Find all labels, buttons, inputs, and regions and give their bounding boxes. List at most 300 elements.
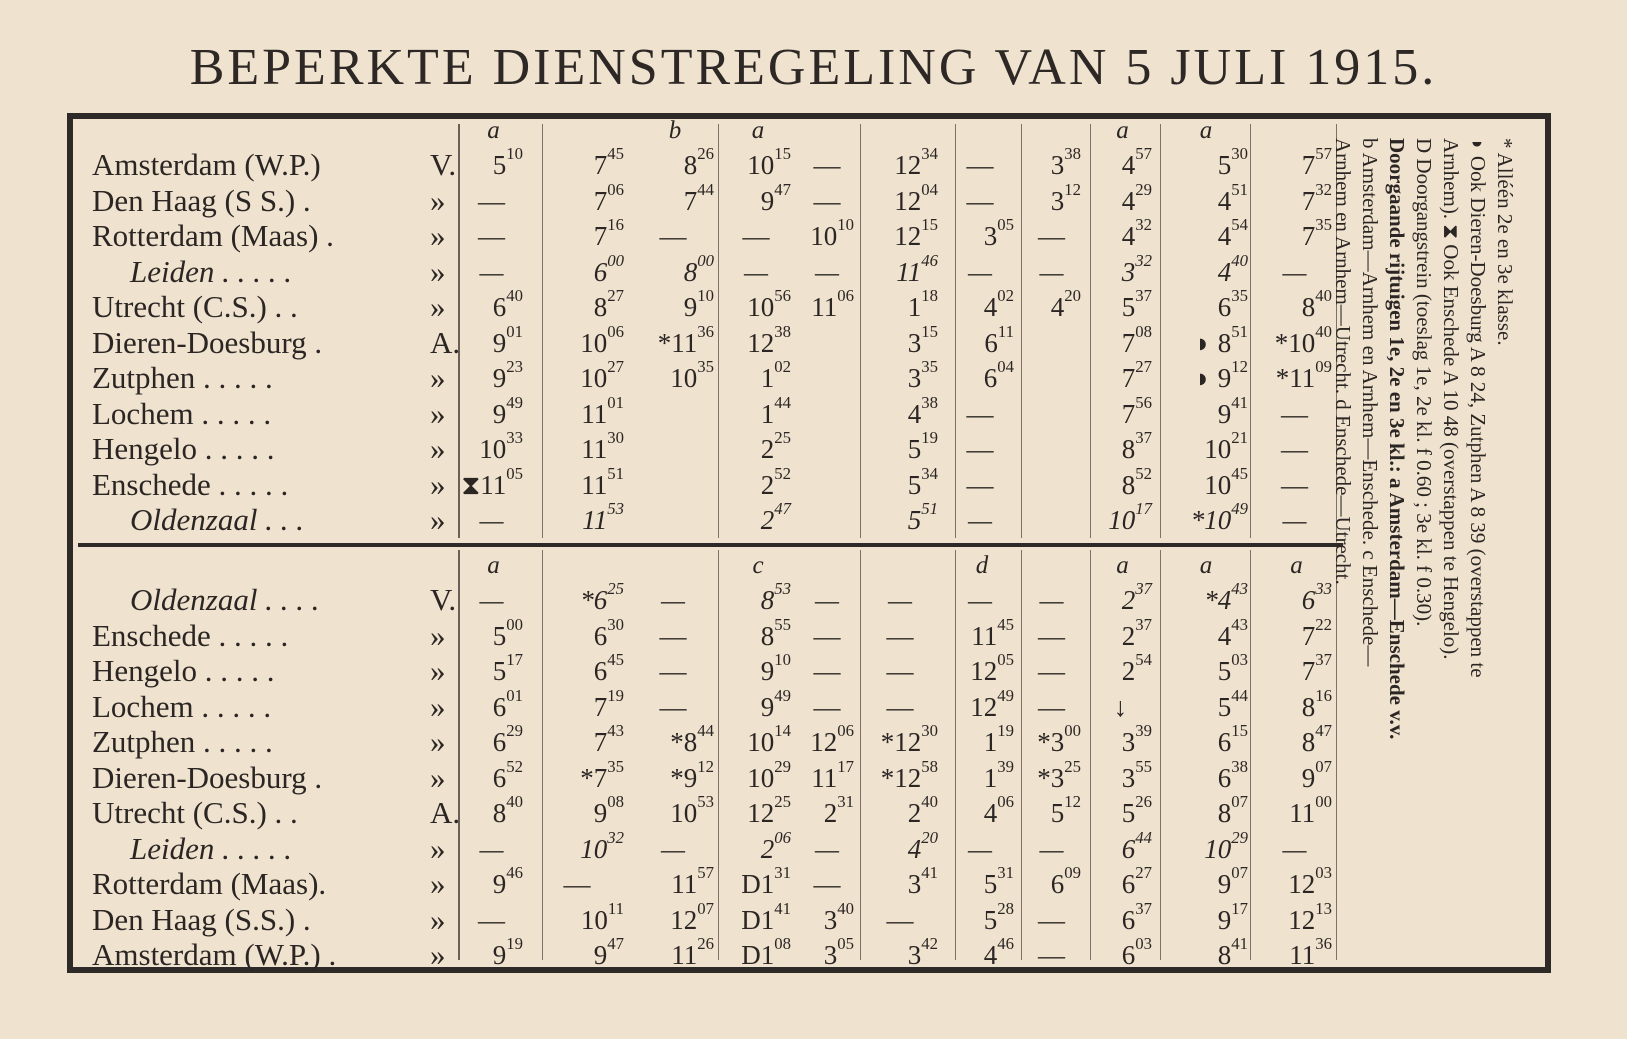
time-cell: — bbox=[813, 656, 841, 686]
time-cell: — bbox=[967, 585, 992, 615]
station-name bbox=[92, 901, 446, 937]
time-cell: — bbox=[813, 185, 841, 216]
time-cell: $12^{25}$ bbox=[747, 792, 791, 828]
arrival-departure-mark: » bbox=[430, 182, 446, 218]
time-cell: $11^{06}$ bbox=[811, 286, 854, 322]
station-label: Utrecht (C.S.) . . bbox=[92, 795, 298, 830]
time-cell: $9^{49}$ bbox=[492, 392, 523, 429]
time-cell: $8^{53}$ bbox=[760, 579, 791, 615]
time-cell: $5^{03}$ bbox=[1217, 650, 1248, 686]
time-cell: $10^{11}$ bbox=[580, 898, 624, 935]
time-cell: $9^{41}$ bbox=[1217, 392, 1248, 429]
time-cell: $6^{30}$ bbox=[593, 614, 624, 651]
time-cell: $9^{47}$ bbox=[760, 179, 791, 216]
time-cell: $2^{40}$ bbox=[907, 792, 938, 828]
time-cell: — bbox=[967, 505, 992, 535]
time-cell: $6^{27}$ bbox=[1121, 863, 1152, 899]
train-note-letter: a bbox=[487, 552, 500, 579]
time-cell: $6^{04}$ bbox=[983, 357, 1014, 393]
time-cell: $3^{35}$ bbox=[907, 357, 938, 393]
legend-line: Doorgaande rijtuigen 1e, 2e en 3e kl.: a Amsterdam—Enschede v.v. bbox=[1385, 138, 1409, 740]
station-label: Amsterdam (W.P.) bbox=[92, 147, 321, 182]
time-cell: $6^{09}$ bbox=[1050, 863, 1081, 899]
station-label: Hengelo . . . . . bbox=[92, 431, 275, 466]
time-cell: — bbox=[813, 620, 841, 651]
station-name bbox=[92, 466, 446, 502]
legend-line: ◗ Ook Dieren-Doesburg A 8 24, Zutphen A 8 39 (overstappen te bbox=[1466, 138, 1490, 678]
time-cell: — bbox=[814, 833, 839, 864]
arrival-departure-mark: » bbox=[430, 502, 446, 537]
station-name bbox=[92, 395, 446, 431]
arrival-departure-mark: A. bbox=[430, 795, 461, 830]
time-cell: $7^{56}$ bbox=[1121, 392, 1152, 429]
time-cell: — bbox=[1038, 691, 1065, 722]
arrival-departure-mark: » bbox=[430, 688, 446, 724]
station-name bbox=[92, 724, 446, 759]
station-name bbox=[92, 431, 446, 466]
time-cell: $5^{10}$ bbox=[492, 144, 523, 180]
time-cell: $4^{54}$ bbox=[1217, 215, 1248, 251]
time-cell: $1^{44}$ bbox=[760, 392, 791, 429]
section-divider bbox=[78, 543, 1343, 547]
time-cell: $4^{51}$ bbox=[1217, 179, 1248, 216]
time-cell: $4^{02}$ bbox=[983, 286, 1014, 322]
time-cell: — bbox=[886, 656, 914, 686]
time-cell: — bbox=[563, 869, 591, 899]
time-cell: — bbox=[479, 833, 504, 864]
train-note-letter: a bbox=[1199, 117, 1213, 144]
time-cell: $3^{42}$ bbox=[907, 934, 938, 970]
time-cell: $8^{27}$ bbox=[593, 286, 624, 322]
time-cell: $6^{29}$ bbox=[492, 721, 523, 757]
time-cell: ◗ $9^{12}$ bbox=[1194, 357, 1248, 393]
time-cell: $4^{57}$ bbox=[1121, 144, 1152, 180]
time-cell: — bbox=[1038, 620, 1065, 651]
time-cell: — bbox=[814, 585, 839, 615]
station-label: Dieren-Doesburg . bbox=[92, 324, 323, 360]
time-cell: $12^{06}$ bbox=[810, 721, 854, 757]
legend-panel bbox=[1331, 138, 1518, 958]
station-name bbox=[92, 937, 446, 972]
time-cell: $6^{52}$ bbox=[492, 756, 523, 793]
time-cell: $D1^{41}$ bbox=[741, 898, 791, 935]
time-cell: $5^{12}$ bbox=[1050, 792, 1081, 828]
arrival-departure-mark: » bbox=[430, 759, 446, 795]
arrival-departure-mark: V. bbox=[430, 582, 457, 617]
time-cell: $10^{53}$ bbox=[670, 792, 714, 828]
legend-line: b Amsterdam—Arnhem en Arnhem—Enschede. c Enschede— bbox=[1358, 138, 1382, 667]
time-cell: $11^{45}$ bbox=[971, 614, 1014, 651]
time-cell: $8^{07}$ bbox=[1217, 792, 1248, 828]
time-cell: $6^{00}$ bbox=[593, 250, 624, 287]
station-label: Oldenzaal . . . bbox=[130, 502, 304, 537]
time-cell: $5^{00}$ bbox=[492, 614, 523, 651]
time-cell: $6^{37}$ bbox=[1121, 898, 1152, 935]
time-cell: — bbox=[966, 150, 994, 180]
arrival-departure-mark: » bbox=[430, 431, 446, 466]
station-name bbox=[130, 253, 446, 289]
station-name bbox=[130, 830, 446, 866]
time-cell: $3^{55}$ bbox=[1121, 756, 1152, 793]
station-label: Lochem . . . . . bbox=[92, 688, 272, 724]
time-cell: $4^{46}$ bbox=[983, 934, 1014, 970]
time-cell: $6^{44}$ bbox=[1121, 827, 1152, 864]
time-cell: $5^{31}$ bbox=[983, 863, 1014, 899]
time-cell: $4^{32}$ bbox=[1121, 215, 1152, 251]
station-name bbox=[92, 759, 446, 795]
arrival-departure-mark: » bbox=[430, 289, 446, 324]
train-note-letter: a bbox=[1199, 552, 1213, 579]
time-cell: $8^{40}$ bbox=[1301, 286, 1332, 322]
time-cell: — bbox=[887, 585, 912, 615]
time-cell: — bbox=[967, 833, 992, 864]
train-note-letter: a bbox=[751, 117, 765, 144]
station-name bbox=[92, 866, 446, 901]
time-cell: $*8^{44}$ bbox=[670, 721, 714, 757]
time-cell: — bbox=[966, 434, 994, 464]
time-cell: $9^{08}$ bbox=[593, 792, 624, 828]
arrival-departure-mark: A. bbox=[430, 324, 461, 360]
time-cell: $11^{17}$ bbox=[811, 756, 854, 793]
time-cell: $12^{04}$ bbox=[894, 179, 938, 216]
time-cell: $3^{40}$ bbox=[823, 898, 854, 935]
time-cell: $8^{55}$ bbox=[760, 614, 791, 651]
train-note-letter: a bbox=[1116, 117, 1129, 144]
time-cell: $3^{38}$ bbox=[1050, 144, 1081, 180]
page-title: BEPERKTE DIENSTREGELING VAN 5 JULI 1915. bbox=[189, 39, 1438, 96]
station-label: Rotterdam (Maas). bbox=[92, 866, 327, 901]
time-cell: — bbox=[478, 904, 505, 935]
legend-line: * Alléén 2e en 3e klasse. bbox=[1493, 138, 1517, 346]
time-cell: $9^{01}$ bbox=[492, 321, 523, 358]
arrival-departure-mark: » bbox=[430, 218, 446, 253]
time-cell: — bbox=[478, 221, 505, 251]
train-note-letter: a bbox=[1290, 552, 1303, 579]
time-cell: — bbox=[660, 833, 685, 864]
time-cell: — bbox=[1281, 434, 1308, 464]
time-cell: $9^{23}$ bbox=[492, 357, 523, 393]
time-cell: $10^{29}$ bbox=[1204, 827, 1248, 864]
station-name bbox=[92, 147, 457, 182]
time-cell: $7^{22}$ bbox=[1301, 614, 1332, 651]
time-cell: $*3^{25}$ bbox=[1037, 756, 1081, 793]
time-cell: $10^{29}$ bbox=[747, 756, 791, 793]
station-name bbox=[92, 360, 446, 395]
station-label: Oldenzaal . . . . bbox=[130, 582, 320, 617]
time-cell: $5^{17}$ bbox=[492, 650, 523, 686]
station-label: Enschede . . . . . bbox=[92, 617, 289, 653]
time-cell: $10^{35}$ bbox=[670, 357, 714, 393]
station-label: Utrecht (C.S.) . . bbox=[92, 289, 298, 324]
time-cell: — bbox=[814, 256, 839, 287]
station-label: Leiden . . . . . bbox=[130, 253, 292, 289]
time-cell: $2^{31}$ bbox=[823, 792, 854, 828]
time-cell: $9^{07}$ bbox=[1301, 756, 1332, 793]
arrival-departure-mark: » bbox=[430, 617, 446, 653]
time-cell: $10^{32}$ bbox=[580, 827, 624, 864]
time-cell: — bbox=[1039, 833, 1064, 864]
time-cell: $1^{18}$ bbox=[907, 286, 938, 322]
time-cell: $3^{32}$ bbox=[1121, 250, 1152, 287]
time-cell: $12^{15}$ bbox=[894, 215, 938, 251]
time-cell: $5^{30}$ bbox=[1217, 144, 1248, 180]
time-cell: $7^{27}$ bbox=[1121, 357, 1152, 393]
time-cell: $11^{00}$ bbox=[1289, 792, 1332, 828]
time-cell: $9^{10}$ bbox=[683, 286, 714, 322]
time-cell: — bbox=[967, 256, 992, 287]
time-cell: — bbox=[742, 221, 770, 251]
time-cell: — bbox=[966, 469, 994, 500]
time-cell: — bbox=[1038, 940, 1065, 970]
time-cell: $2^{37}$ bbox=[1121, 579, 1152, 615]
time-cell: — bbox=[813, 691, 841, 722]
station-name bbox=[92, 218, 446, 253]
time-cell: $*9^{12}$ bbox=[670, 756, 714, 793]
time-cell: $7^{35}$ bbox=[1301, 215, 1332, 251]
time-cell: $4^{40}$ bbox=[1217, 250, 1248, 287]
time-cell: $*11^{36}$ bbox=[657, 321, 714, 358]
time-cell: $2^{47}$ bbox=[760, 499, 791, 535]
time-cell: $10^{56}$ bbox=[747, 286, 791, 322]
time-cell: $4^{20}$ bbox=[907, 827, 938, 864]
time-cell: $2^{52}$ bbox=[760, 463, 791, 500]
time-cell: $11^{30}$ bbox=[581, 428, 624, 464]
time-cell: $*7^{35}$ bbox=[580, 756, 624, 793]
time-cell: $12^{05}$ bbox=[970, 650, 1014, 686]
time-cell: — bbox=[1281, 469, 1308, 500]
legend-line: Arnhem). ⧗ Ook Enschede A 10 48 (overstappen te Hengelo). bbox=[1439, 138, 1463, 660]
time-cell: — bbox=[1282, 256, 1307, 287]
time-cell: $7^{43}$ bbox=[593, 721, 624, 757]
time-cell: — bbox=[886, 904, 914, 935]
time-cell: — bbox=[1038, 656, 1065, 686]
time-cell: $6^{33}$ bbox=[1301, 579, 1332, 615]
time-cell: $9^{47}$ bbox=[593, 934, 624, 970]
arrival-departure-mark: » bbox=[430, 937, 446, 972]
legend-line: Arnhem en Arnhem—Utrecht. d Enschede—Utrecht. bbox=[1331, 138, 1355, 585]
time-cell: $9^{17}$ bbox=[1217, 898, 1248, 935]
station-label: Leiden . . . . . bbox=[130, 830, 292, 866]
time-cell: $11^{53}$ bbox=[582, 499, 624, 535]
time-cell: — bbox=[478, 185, 505, 216]
time-cell: — bbox=[1281, 398, 1308, 429]
time-cell: $4^{29}$ bbox=[1121, 179, 1152, 216]
time-cell: $6^{01}$ bbox=[492, 685, 523, 722]
column-rule bbox=[860, 124, 861, 538]
time-cell: $8^{41}$ bbox=[1217, 934, 1248, 970]
time-cell: $5^{37}$ bbox=[1121, 286, 1152, 322]
time-cell: $6^{11}$ bbox=[984, 321, 1014, 358]
column-rule bbox=[1250, 124, 1251, 538]
time-cell: $7^{44}$ bbox=[683, 179, 714, 216]
time-cell: $9^{19}$ bbox=[492, 934, 523, 970]
time-cell: — bbox=[1038, 904, 1065, 935]
train-note-letter: c bbox=[752, 552, 764, 579]
time-cell: — bbox=[1282, 833, 1307, 864]
time-cell: $7^{06}$ bbox=[593, 179, 624, 216]
time-cell: $8^{47}$ bbox=[1301, 721, 1332, 757]
time-cell: $3^{41}$ bbox=[907, 863, 938, 899]
time-cell: $2^{54}$ bbox=[1121, 650, 1152, 686]
arrival-departure-mark: » bbox=[430, 901, 446, 937]
station-name bbox=[92, 688, 446, 724]
time-cell: ↓ bbox=[1113, 691, 1128, 722]
time-cell: — bbox=[813, 869, 841, 899]
station-label: Den Haag (S.S.) . bbox=[92, 901, 311, 937]
time-cell: $10^{15}$ bbox=[747, 144, 791, 180]
time-cell: $3^{05}$ bbox=[983, 215, 1014, 251]
time-cell: $⧗11^{05}$ bbox=[461, 463, 523, 500]
legend-text bbox=[1331, 138, 1518, 958]
time-cell: — bbox=[966, 185, 994, 216]
station-label: Enschede . . . . . bbox=[92, 466, 289, 502]
time-cell: — bbox=[659, 656, 687, 686]
time-cell: — bbox=[660, 585, 685, 615]
time-cell: $*6^{25}$ bbox=[580, 579, 624, 615]
time-cell: — bbox=[966, 398, 994, 429]
time-cell: $7^{19}$ bbox=[593, 685, 624, 722]
time-cell: $5^{34}$ bbox=[907, 463, 938, 500]
time-cell: $6^{40}$ bbox=[492, 286, 523, 322]
time-cell: $2^{25}$ bbox=[760, 428, 791, 464]
time-cell: — bbox=[813, 150, 841, 180]
time-cell: — bbox=[1038, 221, 1065, 251]
time-cell: $12^{49}$ bbox=[970, 685, 1014, 722]
time-cell: $10^{21}$ bbox=[1204, 428, 1248, 464]
time-cell: $10^{45}$ bbox=[1204, 463, 1248, 500]
time-cell: $*10^{40}$ bbox=[1274, 321, 1332, 358]
time-cell: $10^{14}$ bbox=[747, 721, 791, 757]
arrival-departure-mark: » bbox=[430, 395, 446, 431]
time-cell: $4^{20}$ bbox=[1050, 286, 1081, 322]
time-cell: $7^{45}$ bbox=[593, 144, 624, 180]
time-cell: — bbox=[1039, 585, 1064, 615]
station-name bbox=[92, 324, 461, 360]
arrival-departure-mark: » bbox=[430, 466, 446, 502]
time-cell: — bbox=[479, 256, 504, 287]
time-cell: $*12^{30}$ bbox=[880, 721, 938, 757]
time-cell: $2^{37}$ bbox=[1121, 614, 1152, 651]
time-cell: $11^{51}$ bbox=[581, 463, 624, 500]
time-cell: $5^{51}$ bbox=[907, 499, 938, 535]
time-cell: $7^{08}$ bbox=[1121, 321, 1152, 358]
station-label: Rotterdam (Maas) . bbox=[92, 218, 334, 253]
station-name bbox=[92, 617, 446, 653]
column-rule bbox=[718, 550, 719, 960]
time-cell: $*3^{00}$ bbox=[1037, 721, 1081, 757]
train-note-letter: a bbox=[1116, 552, 1129, 579]
time-cell: $6^{38}$ bbox=[1217, 756, 1248, 793]
time-cell: $4^{06}$ bbox=[983, 792, 1014, 828]
time-cell: $6^{03}$ bbox=[1121, 934, 1152, 970]
time-cell: $10^{33}$ bbox=[479, 428, 523, 464]
station-name bbox=[130, 502, 446, 537]
time-cell: $*12^{58}$ bbox=[880, 756, 938, 793]
time-cell: — bbox=[659, 691, 687, 722]
time-cell: $11^{01}$ bbox=[581, 392, 624, 429]
legend-line: D Doorgangstrein (toeslag 1e, 2e kl. f 0.60 ; 3e kl. f 0.30). bbox=[1412, 138, 1436, 627]
arrival-departure-mark: » bbox=[430, 360, 446, 395]
time-cell: $8^{26}$ bbox=[683, 144, 714, 180]
time-cell: $8^{40}$ bbox=[492, 792, 523, 828]
time-cell: $12^{34}$ bbox=[894, 144, 938, 180]
train-note-letter: a bbox=[487, 117, 500, 144]
time-cell: $5^{44}$ bbox=[1217, 685, 1248, 722]
time-cell: $10^{27}$ bbox=[580, 357, 624, 393]
time-cell: $4^{43}$ bbox=[1217, 614, 1248, 651]
time-cell: $8^{52}$ bbox=[1121, 463, 1152, 500]
time-cell: $7^{37}$ bbox=[1301, 650, 1332, 686]
time-cell: — bbox=[886, 620, 914, 651]
arrival-departure-mark: » bbox=[430, 830, 446, 866]
arrival-departure-mark: » bbox=[430, 253, 446, 289]
time-cell: $12^{03}$ bbox=[1288, 863, 1332, 899]
time-cell: $5^{19}$ bbox=[907, 428, 938, 464]
station-label: Lochem . . . . . bbox=[92, 395, 272, 431]
time-cell: $7^{57}$ bbox=[1301, 144, 1332, 180]
time-cell: $5^{28}$ bbox=[983, 898, 1014, 935]
time-cell: — bbox=[659, 221, 687, 251]
time-cell: $*10^{49}$ bbox=[1190, 499, 1248, 535]
time-cell: — bbox=[1039, 256, 1064, 287]
time-cell: $3^{15}$ bbox=[907, 321, 938, 358]
time-cell: $1^{39}$ bbox=[983, 756, 1014, 793]
time-cell: $3^{12}$ bbox=[1050, 179, 1081, 216]
time-cell: $11^{46}$ bbox=[896, 250, 938, 287]
station-label: Dieren-Doesburg . bbox=[92, 759, 323, 795]
time-cell: $9^{46}$ bbox=[492, 863, 523, 899]
time-cell: $6^{15}$ bbox=[1217, 721, 1248, 757]
arrival-departure-mark: » bbox=[430, 866, 446, 901]
station-name bbox=[92, 182, 446, 218]
station-label: Zutphen . . . . . bbox=[92, 360, 273, 395]
arrival-departure-mark: » bbox=[430, 724, 446, 759]
time-cell: $11^{36}$ bbox=[1289, 934, 1332, 970]
arrival-departure-mark: V. bbox=[430, 147, 457, 182]
station-name bbox=[92, 795, 461, 830]
time-cell: $1^{19}$ bbox=[983, 721, 1014, 757]
column-rule bbox=[718, 124, 719, 538]
station-label: Amsterdam (W.P.) . bbox=[92, 937, 337, 972]
station-name bbox=[92, 653, 446, 688]
time-cell: — bbox=[886, 691, 914, 722]
time-cell: $8^{00}$ bbox=[683, 250, 714, 287]
station-label: Den Haag (S S.) . bbox=[92, 182, 311, 218]
column-rule bbox=[860, 550, 861, 960]
time-cell: $D1^{31}$ bbox=[741, 863, 791, 899]
time-cell: — bbox=[479, 585, 504, 615]
time-cell: $*4^{43}$ bbox=[1204, 579, 1248, 615]
time-cell: $3^{39}$ bbox=[1121, 721, 1152, 757]
station-name bbox=[92, 289, 446, 324]
time-cell: — bbox=[1282, 505, 1307, 535]
time-cell: $9^{10}$ bbox=[760, 650, 791, 686]
time-cell: $2^{06}$ bbox=[760, 827, 791, 864]
station-name bbox=[130, 582, 457, 617]
time-cell: $8^{16}$ bbox=[1301, 685, 1332, 722]
time-cell: $10^{10}$ bbox=[810, 215, 854, 251]
time-cell: $10^{06}$ bbox=[580, 321, 624, 358]
train-note-letter: d bbox=[975, 552, 989, 579]
time-cell: $11^{57}$ bbox=[671, 863, 714, 899]
time-cell: ◗ $8^{51}$ bbox=[1194, 321, 1248, 358]
time-cell: $7^{16}$ bbox=[593, 215, 624, 251]
time-cell: — bbox=[659, 620, 687, 651]
time-cell: $6^{35}$ bbox=[1217, 286, 1248, 322]
time-cell: $4^{38}$ bbox=[907, 392, 938, 429]
time-cell: $9^{07}$ bbox=[1217, 863, 1248, 899]
time-cell: $10^{17}$ bbox=[1108, 499, 1152, 535]
